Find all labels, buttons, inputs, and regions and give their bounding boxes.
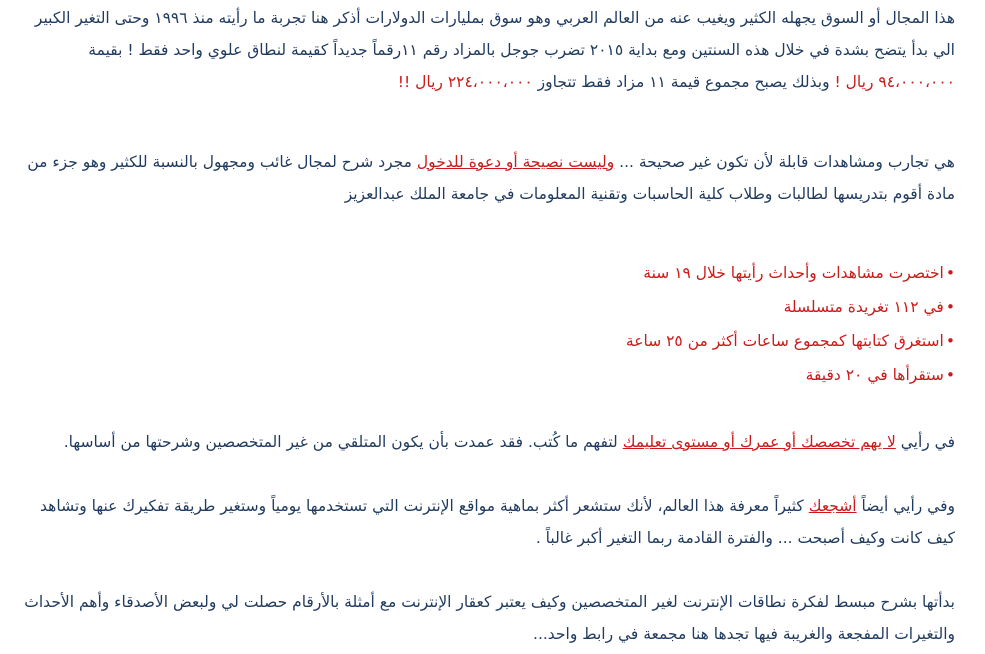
disclaimer-highlight: وليست نصيحة أو دعوة للدخول	[416, 153, 615, 171]
encouragement-highlight: أشجعك	[808, 497, 857, 515]
bullet-item	[15, 358, 955, 392]
price-highlight-2: ٢٢٤،٠٠٠،٠٠٠ ريال !!	[397, 73, 533, 91]
bullet-text: اختصرت مشاهدات وأحداث رأيتها خلال ١٩ سنة	[643, 264, 944, 282]
closing-paragraph	[15, 586, 955, 650]
audience-text-1: في رأيي	[895, 433, 955, 451]
encouragement-text-2: كثيراً معرفة هذا العالم، لأنك ستشعر أكثر بماهية مواقع الإنترنت التي تستخدمها يومياً وستغير طريقة تفكيرك عنها وتشاهد كيف كانت وكيف أصبحت ... والفترة القادمة ربما التغير أكبر غالباً .	[40, 497, 955, 547]
bullet-text: ستقرأها في ٢٠ دقيقة	[805, 366, 944, 384]
audience-highlight: لا يهم تخصصك أو عمرك أو مستوى تعليمك	[622, 433, 896, 451]
bullet-marker: •	[945, 366, 955, 384]
audience-paragraph	[15, 426, 955, 458]
disclaimer-paragraph	[15, 146, 955, 210]
encouragement-text-1: وفي رأيي أيضاً	[856, 497, 955, 515]
summary-bullet-list	[15, 256, 955, 392]
bullet-text: في ١١٢ تغريدة متسلسلة	[783, 298, 944, 316]
closing-text: بدأتها بشرح مبسط لفكرة نطاقات الإنترنت لغير المتخصصين وكيف يعتبر كعقار الإنترنت مع أمثلة بالأرقام حصلت لي ولبعض الأصدقاء وأهم الأحداث والتغيرات المفجعة والغريبة فيها تجدها هنا مجمعة في رابط واحد...	[24, 593, 955, 643]
price-highlight-1: ٩٤،٠٠٠،٠٠٠ ريال !	[834, 73, 955, 91]
bullet-marker: •	[945, 332, 955, 350]
audience-text-2: لتفهم ما كُتب. فقد عمدت بأن يكون المتلقي من غير المتخصصين وشرحتها من أساسها.	[63, 433, 623, 451]
bullet-item	[15, 256, 955, 290]
encouragement-paragraph	[15, 490, 955, 554]
bullet-item	[15, 324, 955, 358]
disclaimer-text-1: هي تجارب ومشاهدات قابلة لأن تكون غير صحيحة ...	[614, 153, 955, 171]
bullet-marker: •	[945, 298, 955, 316]
intro-text-2: وبذلك يصبح مجموع قيمة ١١ مزاد فقط تتجاوز	[532, 73, 835, 91]
bullet-marker: •	[945, 264, 955, 282]
bullet-item	[15, 290, 955, 324]
intro-paragraph	[15, 2, 955, 98]
bullet-text: استغرق كتابتها كمجموع ساعات أكثر من ٢٥ ساعة	[625, 332, 944, 350]
intro-text-1: هذا المجال أو السوق يجهله الكثير ويغيب عنه من العالم العربي وهو سوق بمليارات الدولارات أذكر هنا تجربة ما رأيته منذ ١٩٩٦ وحتى التغير الكبير الي بدأ يتضح بشدة في خلال هذه السنتين ومع بداية ٢٠١٥ تضرب جوجل بالمزاد رقم ١١رقماً جديداً كقيمة لنطاق علوي واحد فقط ! بقيمة	[34, 9, 955, 59]
disclaimer-text-2: مجرد شرح لمجال غائب ومجهول بالنسبة للكثير وهو جزء من مادة أقوم بتدريسها لطالبات وطلاب كلية الحاسبات وتقنية المعلومات في جامعة الملك عبدالعزيز	[27, 153, 955, 203]
